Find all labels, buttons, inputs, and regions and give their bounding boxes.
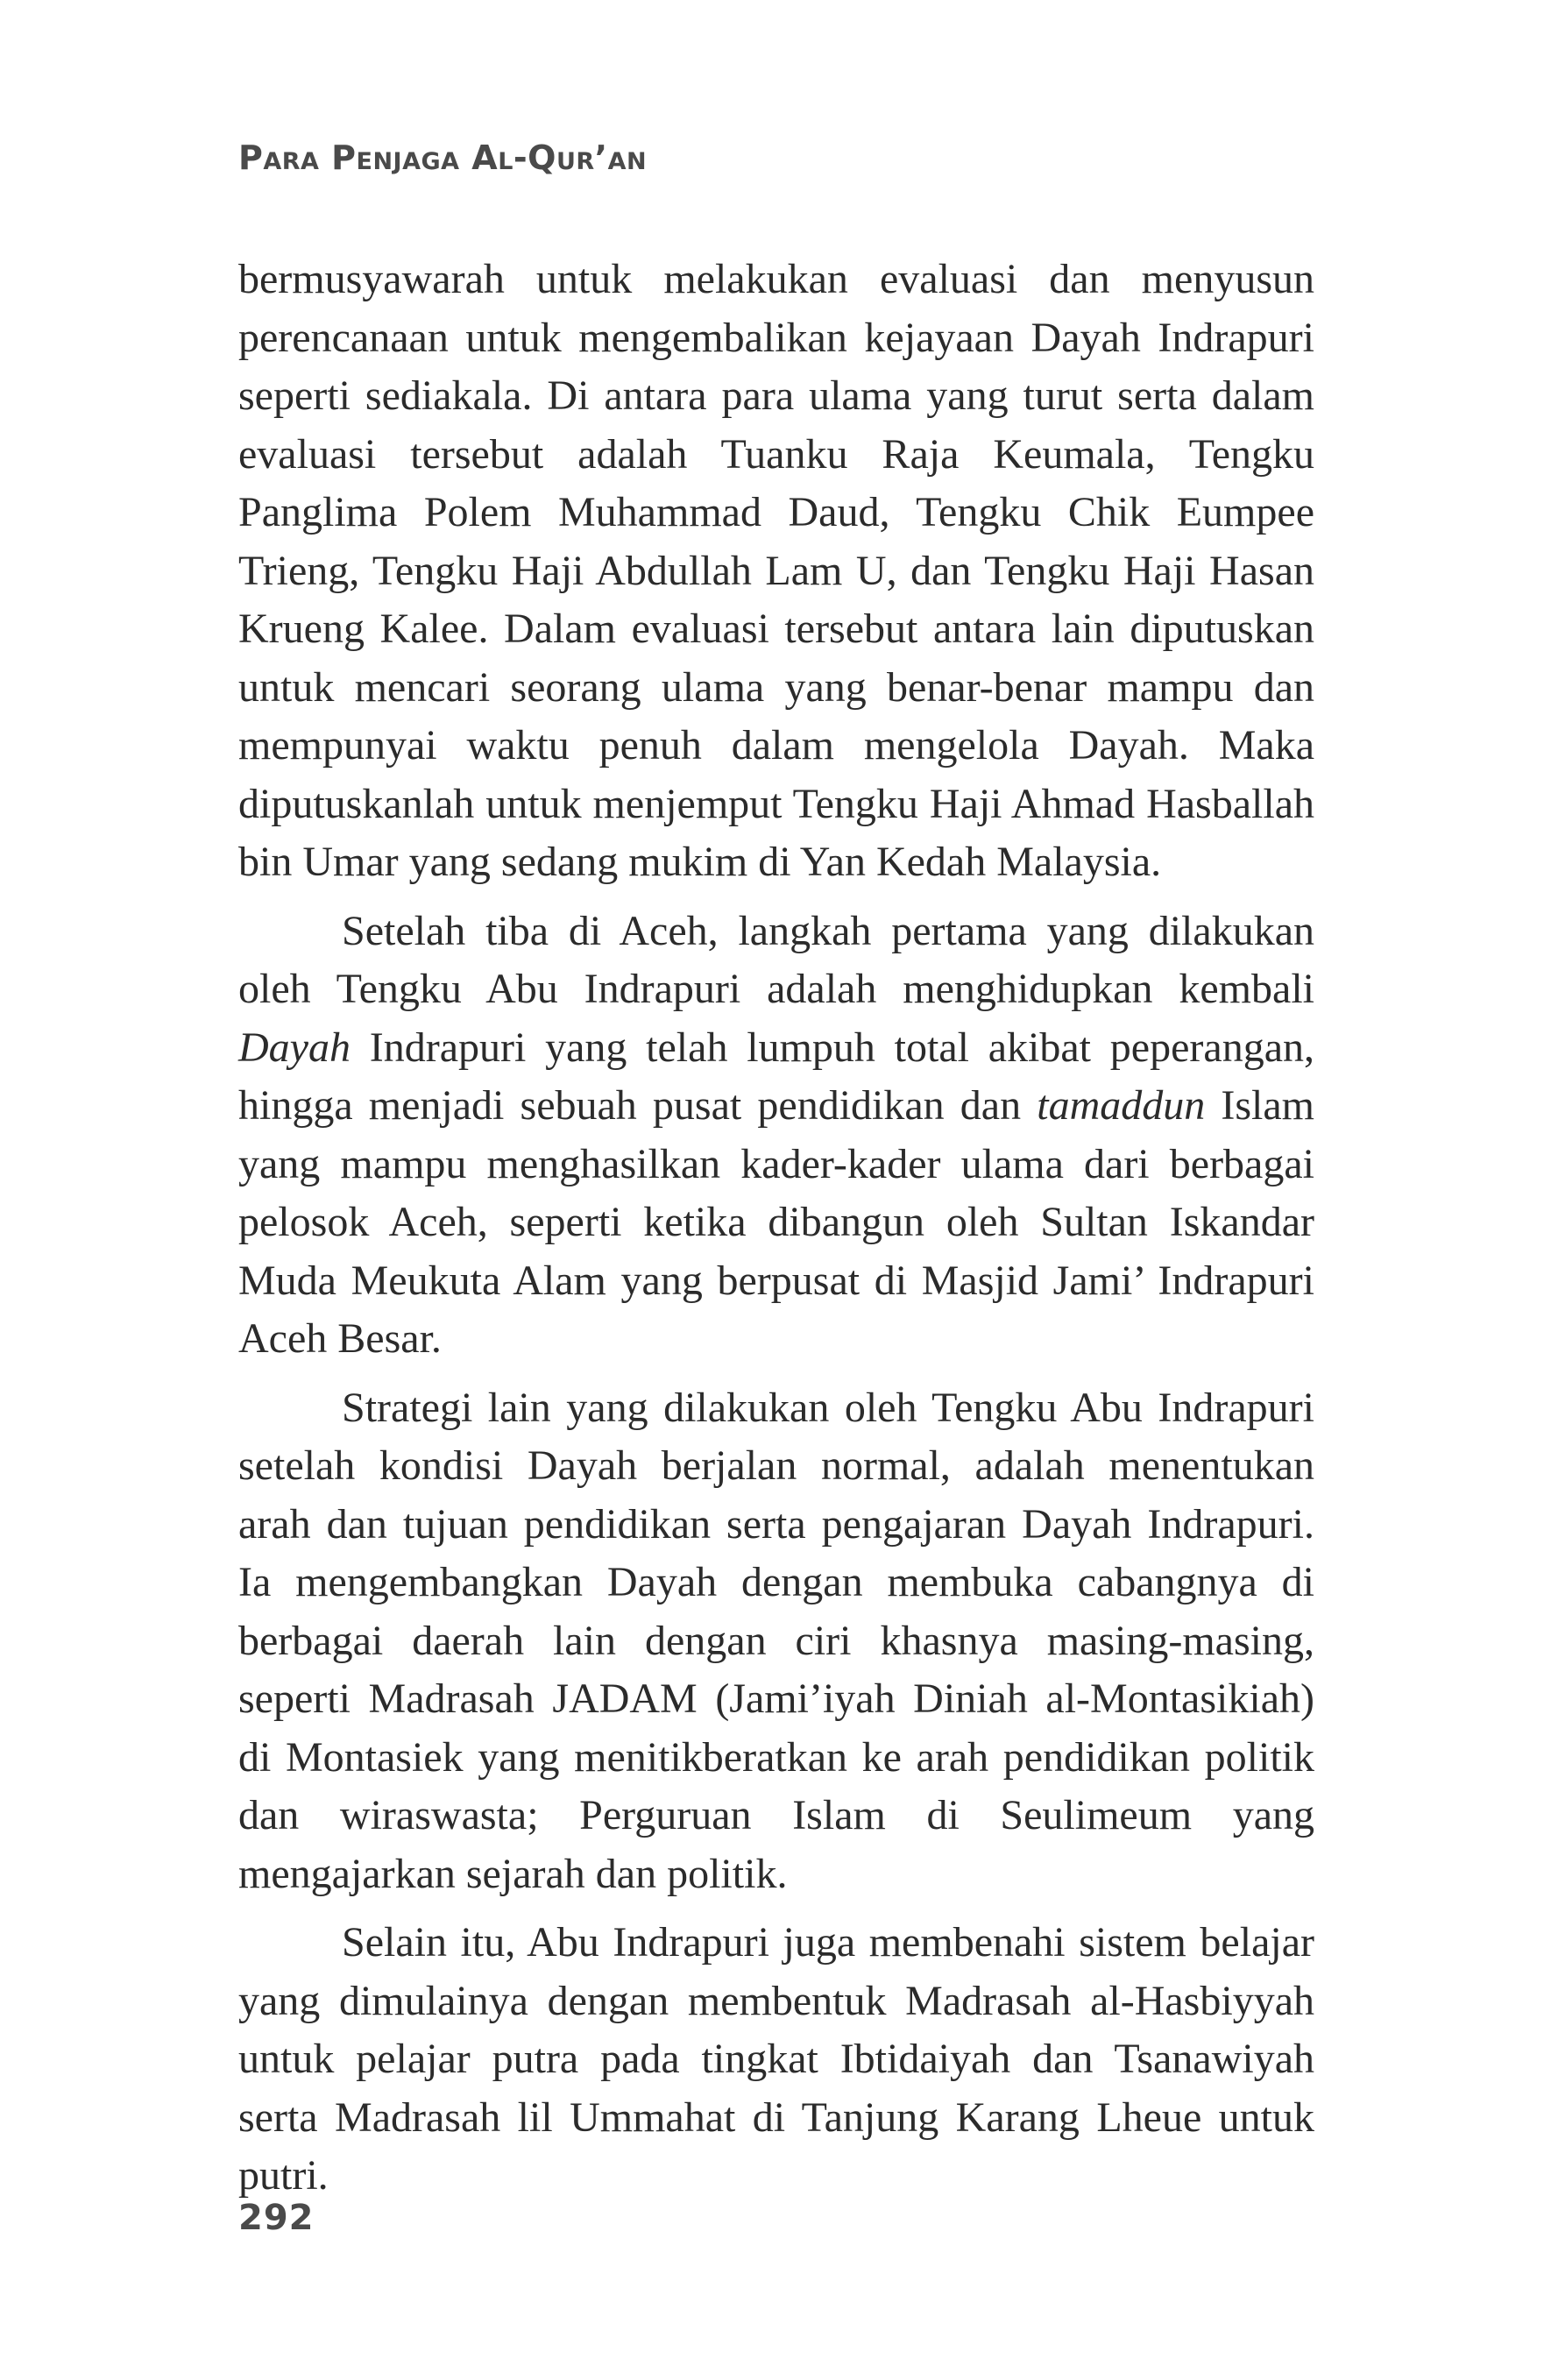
paragraph-2-part-1: Setelah tiba di Aceh, langkah pertama yang dilakukan oleh Tengku Abu Indrapuri adalah menghidupkan kembali [238, 907, 1314, 1012]
paragraph-4: Selain itu, Abu Indrapuri juga membenahi sistem belajar yang dimulainya dengan membentuk Madrasah al-Hasbiyyah untuk pelajar putra pada tingkat Ibtidaiyah dan Tsanawiyah serta Madrasah lil Ummahat di Tanjung Karang Lheue untuk putri. [238, 1919, 1314, 2199]
paragraph-2-italic-dayah: Dayah [238, 1024, 351, 1071]
paragraph-2 [238, 903, 1314, 1369]
body-text [238, 251, 1314, 2216]
running-header-title: Para Penjaga Al-Qur’an [238, 138, 648, 177]
paragraph-2-part-3: Islam yang mampu menghasilkan kader-kader ulama dari berbagai pelosok Aceh, seperti ketika dibangun oleh Sultan Iskandar Muda Meukuta Alam yang berpusat di Masjid Jami’ Indrapuri Aceh Besar. [238, 1082, 1315, 1362]
paragraph-2-part-2: Indrapuri yang telah lumpuh total akibat peperangan, hingga menjadi sebuah pusat pendidikan dan [238, 1024, 1314, 1129]
paragraph-1: bermusyawarah untuk melakukan evaluasi dan menyusun perencanaan untuk mengembalikan kejayaan Dayah Indrapuri seperti sediakala. Di antara para ulama yang turut serta dalam evaluasi tersebut adalah Tuanku Raja Keumala, Tengku Panglima Polem Muhammad Daud, Tengku Chik Eumpee Trieng, Tengku Haji Abdullah Lam U, dan Tengku Haji Hasan Krueng Kalee. Dalam evaluasi tersebut antara lain diputuskan untuk mencari seorang ulama yang benar-benar mampu dan mempunyai waktu penuh dalam mengelola Dayah. Maka diputuskanlah untuk menjemput Tengku Haji Ahmad Hasballah bin Umar yang sedang mukim di Yan Kedah Malaysia. [238, 256, 1314, 885]
paragraph-2-italic-tamaddun: tamaddun [1037, 1082, 1206, 1129]
paragraph-3: Strategi lain yang dilakukan oleh Tengku Abu Indrapuri setelah kondisi Dayah berjalan normal, adalah menentukan arah dan tujuan pendidikan serta pengajaran Dayah Indrapuri. Ia mengembangkan Dayah dengan membuka cabangnya di berbagai daerah lain dengan ciri khasnya masing-masing, seperti Madrasah JADAM (Jami’iyah Diniah al-Montasikiah) di Montasiek yang menitikberatkan ke arah pendidikan politik dan wiraswasta; Perguruan Islam di Seulimeum yang mengajarkan sejarah dan politik. [238, 1384, 1314, 1897]
page-number: 292 [238, 2198, 315, 2238]
